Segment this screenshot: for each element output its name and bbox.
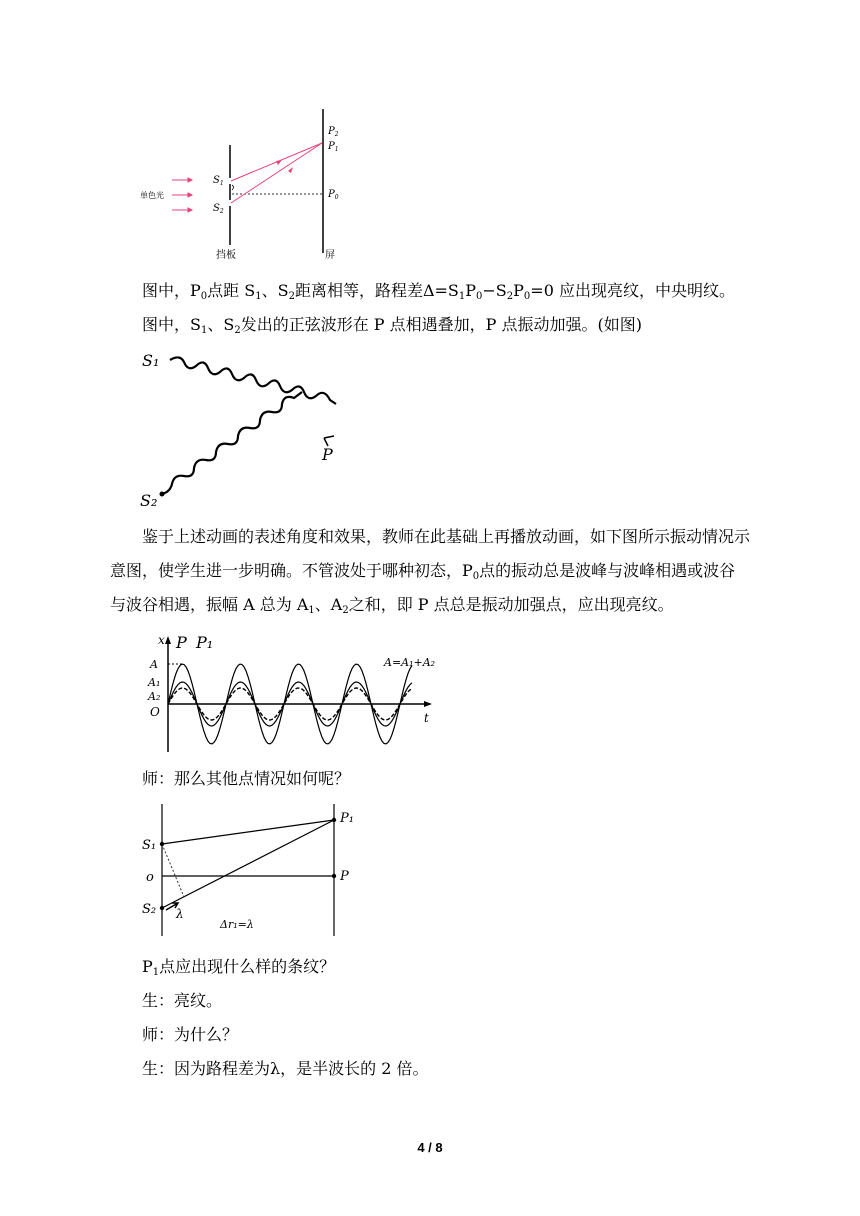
incoming-light-arrows: [172, 178, 192, 212]
amplitude-formula: A=A₁+A₂: [384, 656, 436, 669]
paragraph-animation-explanation: 鉴于上述动画的表述角度和效果，教师在此基础上再播放动画，如下图所示振动情况示意图，使学生进一步明确。不管波处于哪种初态，$P_0$点的振动总是波峰与波峰相遇或波谷与波谷相遇，振幅 A 总为 $A_1$、$A_2$之和，即 P 点总是振动加强点，应出现亮纹。: [110, 527, 751, 616]
question-p1-fringe: $P_1$点应出现什么样的条纹？: [142, 957, 336, 978]
paragraph-superposition: 图中，$S_1$、$S_2$发出的正弦波形在 P 点相遇叠加，P 点振动加强。(如图): [142, 315, 642, 336]
teacher-question-1: 师：那么其他点情况如何呢？: [142, 769, 351, 788]
svg-text:S2: $S_2$: [213, 203, 224, 215]
student-answer-2: 生：因为路程差为λ，是半波长的 2 倍。: [142, 1059, 429, 1078]
barrier-label: 挡板: [216, 250, 236, 261]
s2-label: S₂: [142, 902, 157, 917]
ray-s2-p1: [162, 820, 334, 908]
a1-label: A₁: [148, 676, 161, 689]
ray-s1-p1: [162, 820, 334, 844]
vibration-superposition-graph: [140, 630, 440, 756]
screen-label: 屏: [325, 250, 335, 261]
student-answer-1: 生：亮纹。: [142, 991, 223, 1010]
origin-label: O: [150, 705, 160, 719]
double-slit-diagram: [136, 105, 376, 265]
page-number: 4 / 8: [417, 1140, 443, 1155]
lambda-label: λ: [176, 907, 184, 921]
teacher-question-2: 师：为什么？: [142, 1025, 239, 1044]
path-difference-diagram: [134, 800, 374, 940]
paragraph-central-fringe: 图中，$P_0$点距 $S_1$、$S_2$距离相等，路程差$\Delta=S_1P_0-S_2P_0=0$ 应出现亮纹，中央明纹。: [142, 281, 735, 302]
p-label: P: [322, 445, 333, 464]
s1-label: S₁: [142, 838, 157, 853]
wave-path-s1: [170, 357, 336, 404]
path-difference-formula: Δr₁=λ: [220, 918, 254, 931]
origin-label: o: [146, 870, 154, 885]
p-label: P: [340, 869, 349, 884]
a-label: A: [150, 658, 158, 671]
t-axis-label: t: [424, 711, 429, 725]
a2-label: A₂: [148, 690, 161, 703]
wave-superposition-diagram: [136, 346, 346, 514]
wave-path-s2: [162, 392, 302, 494]
p-label: P: [176, 633, 187, 652]
svg-text:P1: $P_1$: [328, 141, 339, 153]
p1-label: P₁: [340, 811, 354, 826]
monochromatic-light-label: 单色光: [140, 191, 164, 200]
svg-text:P2: $P_2$: [328, 126, 339, 138]
s1-label: S₁: [142, 351, 160, 370]
svg-text:P0: $P_0$: [328, 189, 339, 201]
svg-text:S1: $S_1$: [213, 175, 224, 187]
p1-label: P₁: [196, 633, 214, 652]
s2-label: S₂: [140, 491, 158, 510]
x-axis-label: x: [158, 633, 165, 647]
